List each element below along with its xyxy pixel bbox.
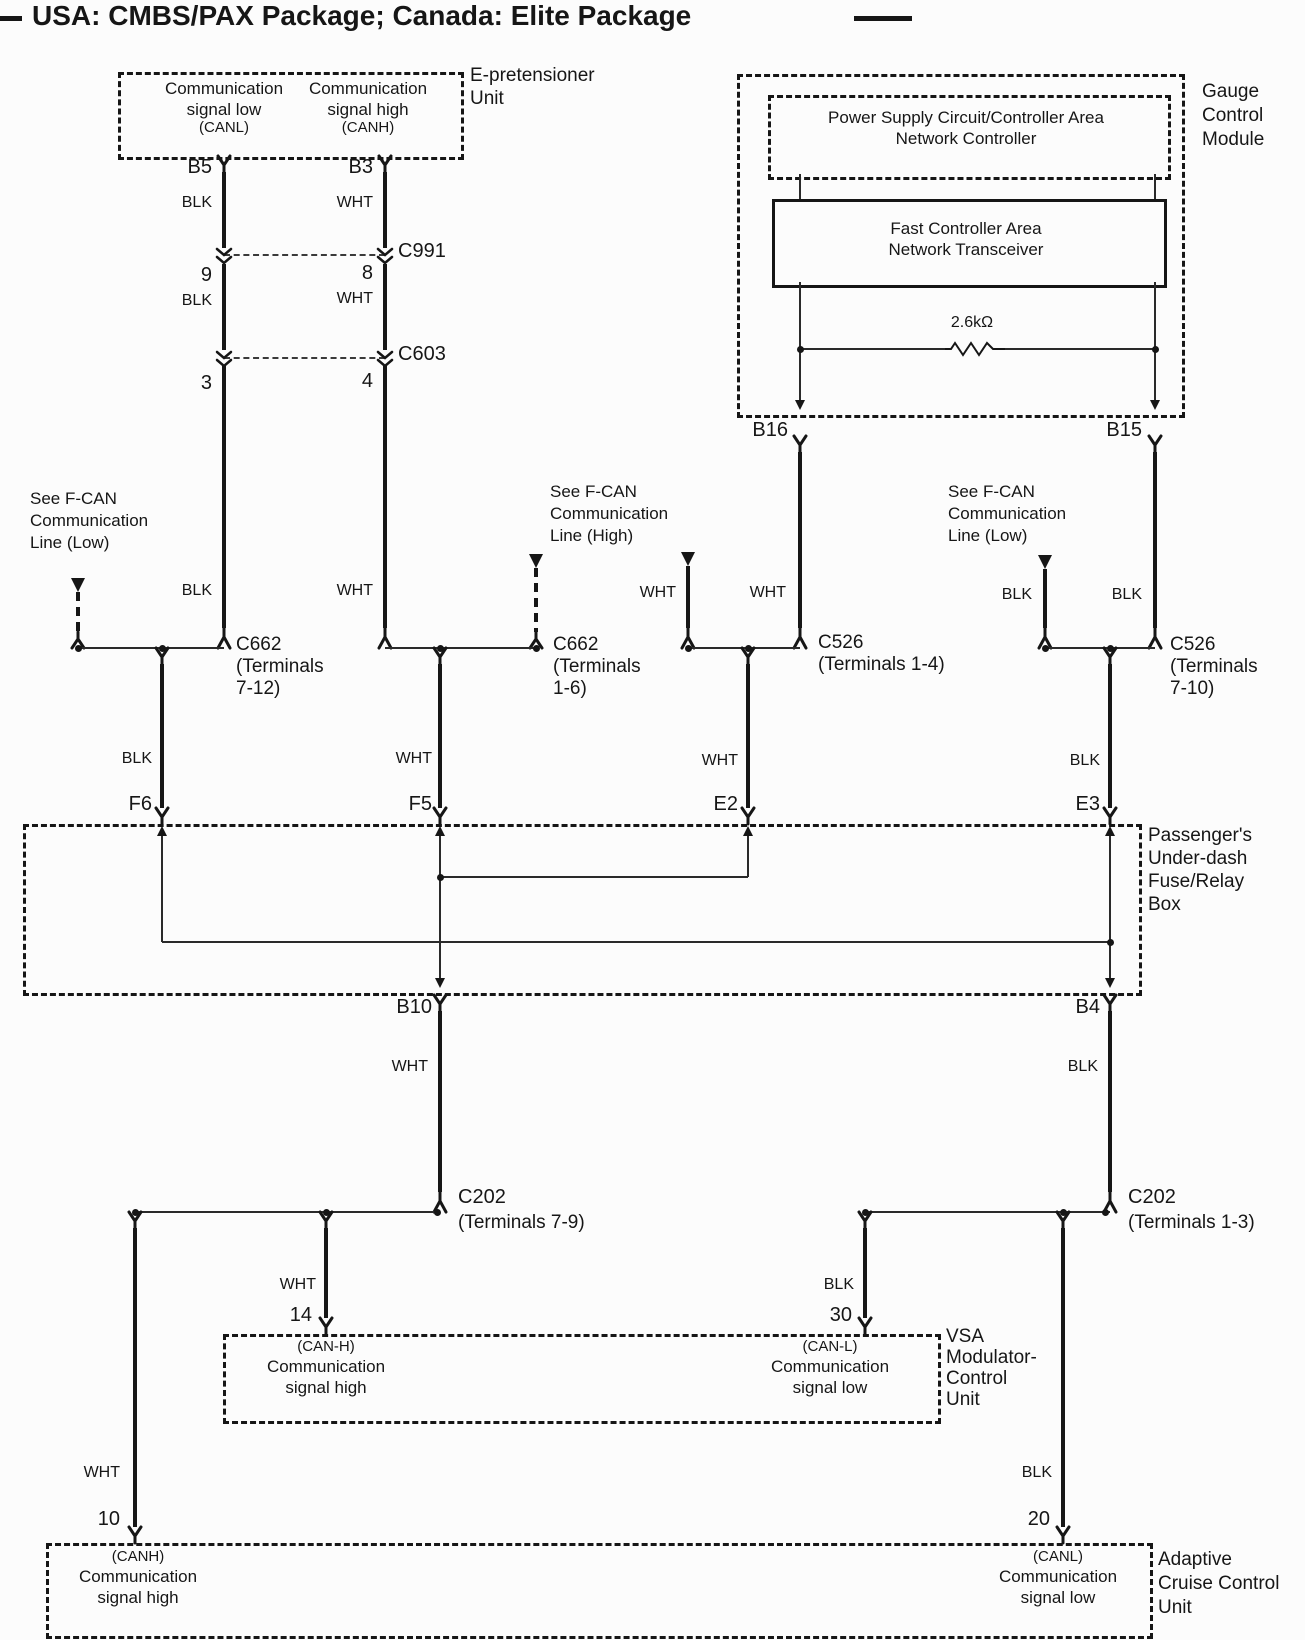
wire-color-blk-8: BLK	[1067, 1058, 1098, 1075]
pin-20-connector	[1055, 1527, 1071, 1543]
fcan-high-arrowhead	[529, 554, 543, 568]
junction-fuse-low	[1107, 939, 1114, 946]
fcan-low-left-arrowhead	[71, 578, 85, 592]
pin-e3-connector	[1102, 808, 1118, 824]
can-transceiver-label	[889, 218, 1044, 260]
fuse-relay-box-label-line-1: Under-dash	[1148, 848, 1248, 869]
junction-c526l-a	[685, 645, 692, 652]
pin-b10-label: B10	[396, 996, 432, 1018]
title-rule-left	[0, 16, 22, 21]
branch-acc10-top	[127, 1212, 143, 1228]
fuse-internal-low-bus	[162, 941, 1110, 943]
title-rule-right	[854, 16, 912, 21]
vsa-canl-label-line-0: Communication	[770, 1357, 890, 1376]
vsa-canh-label	[267, 1356, 385, 1398]
canh-signal-label-line-1: signal high	[327, 100, 409, 119]
fcan-low-solid-arrowhead	[1038, 555, 1052, 569]
wire-e3-blk	[1108, 664, 1112, 808]
branch-vsa30-top	[857, 1212, 873, 1228]
connector-c662-right-line	[385, 647, 536, 649]
wire-b4-blk	[1108, 1011, 1112, 1192]
pin-b4-connector	[1102, 995, 1118, 1011]
wire-canh-wht-1	[383, 172, 387, 248]
wire-f6-blk	[160, 664, 164, 808]
see-fcan-low-right-note	[948, 481, 1066, 547]
vsa-unit-label-line-3: Unit	[946, 1389, 980, 1410]
acc-canl-abbrev: (CANL)	[1032, 1548, 1084, 1565]
pin-f5-connector	[432, 808, 448, 824]
junction-c202r-c	[1102, 1209, 1109, 1216]
pin-14-connector	[318, 1318, 334, 1334]
see-fcan-low-right-note-line-1: Communication	[948, 504, 1067, 523]
pin-30-connector	[857, 1318, 873, 1334]
e-pretensioner-unit-label-line-0: E-pretensioner	[470, 65, 595, 86]
fuse-internal-high-bus	[440, 876, 748, 878]
fuse-internal-f5-drop	[439, 836, 441, 978]
acc-unit-label-line-1: Cruise Control	[1158, 1573, 1280, 1594]
branch-e2-top	[740, 648, 756, 664]
acc-unit-label-line-0: Adaptive	[1158, 1549, 1232, 1570]
connector-c662-left-line	[78, 647, 224, 649]
branch-f6-top	[154, 648, 170, 664]
connector-c202-left-label: C202	[458, 1186, 506, 1208]
branch-acc20-top	[1055, 1212, 1071, 1228]
can-controller-label-line-0: Power Supply Circuit/Controller Area	[828, 108, 1104, 127]
acc-canl-label	[999, 1566, 1117, 1608]
vsa-canl-abbrev: (CAN-L)	[802, 1338, 858, 1355]
connector-c526-left-label-line-0: C526	[818, 632, 864, 653]
canh-abbrev: (CANH)	[341, 119, 395, 136]
see-fcan-low-right-note-line-2: Line (Low)	[948, 526, 1028, 545]
connector-c202-right-terminals: (Terminals 1-3)	[1128, 1212, 1255, 1233]
pin-8-label: 8	[361, 262, 373, 284]
vsa-unit-label-line-2: Control	[946, 1368, 1008, 1389]
wire-vsa14-wht	[324, 1228, 328, 1318]
see-fcan-high-note-line-1: Communication	[550, 504, 669, 523]
resistor-line-left	[800, 348, 945, 350]
pin-b4-label: B4	[1075, 996, 1100, 1018]
wire-canl-blk-3	[222, 366, 226, 628]
vsa-canl-label-line-1: signal low	[792, 1378, 868, 1397]
canl-signal-label-line-1: signal low	[186, 100, 262, 119]
connector-c603-right	[376, 351, 394, 367]
c662-right-wire-end	[377, 628, 393, 648]
connector-c662-left-label-line-2: 7-12)	[236, 678, 281, 699]
pin-b3-label: B3	[348, 156, 373, 178]
junction-resistor-right	[1152, 346, 1159, 353]
resistor-line-right	[1005, 348, 1155, 350]
pin-f6-connector	[154, 808, 170, 824]
gauge-stub-right-3	[1154, 349, 1156, 400]
vsa-unit-label-line-0: VSA	[946, 1326, 985, 1347]
see-fcan-low-left-note-line-2: Line (Low)	[30, 533, 110, 552]
fuse-internal-e3-drop	[1109, 836, 1111, 978]
wire-color-blk-6: BLK	[121, 750, 152, 767]
fuse-arrow-b10	[435, 978, 445, 988]
fuse-internal-f6-drop	[161, 836, 163, 942]
wire-b15-blk	[1153, 452, 1157, 628]
acc-canh-label-line-1: signal high	[97, 1588, 179, 1607]
connector-c662-right-label-line-0: C662	[553, 634, 599, 655]
junction-c662r-b	[533, 645, 540, 652]
wire-color-wht-7: WHT	[701, 752, 738, 769]
gauge-stub-left-1	[799, 174, 801, 199]
connector-c526-left-label	[818, 632, 945, 676]
connector-c202-right-label: C202	[1128, 1186, 1176, 1208]
junction-c662l-a	[75, 645, 82, 652]
fcan-low-left-dashed-wire	[76, 592, 80, 632]
pin-f6-label: F6	[128, 793, 152, 815]
connector-c991-line	[224, 254, 385, 256]
pin-30-label: 30	[829, 1304, 852, 1326]
gauge-stub-right-2	[1154, 282, 1156, 349]
e-pretensioner-unit-label	[470, 64, 595, 110]
canl-abbrev: (CANL)	[198, 119, 250, 136]
gauge-stub-left-2	[799, 282, 801, 349]
pin-b5-label: B5	[187, 156, 212, 178]
wire-color-blk-1: BLK	[181, 194, 212, 211]
connector-c662-right-label	[553, 634, 641, 700]
vsa-canh-label-line-1: signal high	[285, 1378, 367, 1397]
wire-b10-wht	[438, 1011, 442, 1192]
vsa-unit-label	[946, 1326, 1037, 1410]
fuse-internal-e2-rise	[747, 836, 749, 877]
acc-canh-abbrev: (CANH)	[111, 1548, 165, 1565]
acc-canh-label	[79, 1566, 197, 1608]
c526-b15-wire-end	[1147, 628, 1163, 648]
canl-signal-label-line-0: Communication	[164, 79, 284, 98]
canh-signal-label	[309, 78, 427, 120]
pin-b16-label: B16	[752, 419, 788, 441]
fcan-high-dashed-wire	[534, 568, 538, 632]
connector-c526-right-label	[1170, 634, 1258, 700]
connector-c662-left-label-line-0: C662	[236, 634, 282, 655]
pin-b10-connector	[432, 995, 448, 1011]
junction-fuse-high	[437, 874, 444, 881]
page-title: USA: CMBS/PAX Package; Canada: Elite Package	[32, 0, 692, 31]
gauge-exit-arrow-left	[795, 400, 805, 410]
pin-9-label: 9	[200, 264, 212, 286]
connector-c662-right-label-line-2: 1-6)	[553, 678, 587, 699]
connector-c526-right-line	[1045, 647, 1155, 649]
wire-color-wht-1: WHT	[336, 194, 373, 211]
can-transceiver-label-line-0: Fast Controller Area	[890, 219, 1042, 238]
wire-acc10-wht	[133, 1228, 137, 1527]
wire-color-wht-8: WHT	[391, 1058, 428, 1075]
wire-color-blk-3: BLK	[181, 582, 212, 599]
acc-canh-label-line-0: Communication	[78, 1567, 198, 1586]
can-controller-label-line-1: Network Controller	[895, 129, 1037, 148]
pin-b5-connector	[216, 156, 232, 172]
wire-color-blk-7: BLK	[1069, 752, 1100, 769]
branch-e3-top	[1102, 648, 1118, 664]
wire-color-wht-9: WHT	[279, 1276, 316, 1293]
fuse-arrow-e2	[743, 826, 753, 836]
fuse-arrow-e3	[1105, 826, 1115, 836]
pin-4-label: 4	[361, 370, 373, 392]
pin-e3-label: E3	[1075, 793, 1100, 815]
connector-c662-right-label-line-1: (Terminals	[553, 656, 641, 677]
vsa-unit-label-line-1: Modulator-	[946, 1347, 1037, 1368]
junction-resistor-left	[797, 346, 804, 353]
fuse-relay-box-label-line-3: Box	[1148, 894, 1181, 915]
pin-20-label: 20	[1027, 1508, 1050, 1530]
wire-color-wht-6: WHT	[395, 750, 432, 767]
fuse-relay-box-label-line-0: Passenger's	[1148, 825, 1252, 846]
wire-color-blk-9: BLK	[823, 1276, 854, 1293]
can-controller-label	[828, 107, 1104, 149]
junction-c526r-a	[1042, 645, 1049, 652]
branch-vsa14-top	[318, 1212, 334, 1228]
connector-c991-right	[376, 248, 394, 264]
acc-unit-label	[1158, 1548, 1279, 1620]
acc-unit-label-line-2: Unit	[1158, 1597, 1192, 1618]
vsa-canh-label-line-0: Communication	[266, 1357, 386, 1376]
pin-10-connector	[127, 1527, 143, 1543]
fuse-relay-box	[23, 824, 1142, 996]
see-fcan-high-note	[550, 481, 668, 547]
pin-b15-connector	[1147, 436, 1163, 452]
pin-b15-label: B15	[1106, 419, 1142, 441]
connector-c526-left-label-line-1: (Terminals 1-4)	[818, 654, 945, 675]
wire-fcan-high-wht	[686, 566, 690, 628]
wire-fcan-low-blk	[1043, 569, 1047, 628]
connector-c603-label: C603	[398, 343, 446, 365]
pin-e2-connector	[740, 808, 756, 824]
connector-c991-label: C991	[398, 240, 446, 262]
see-fcan-high-note-line-0: See F-CAN	[550, 482, 637, 501]
canh-signal-label-line-0: Communication	[308, 79, 428, 98]
pin-f5-label: F5	[408, 793, 432, 815]
wire-color-blk-10: BLK	[1021, 1464, 1052, 1481]
gauge-control-module-label-line-1: Control	[1202, 105, 1264, 126]
pin-10-label: 10	[97, 1508, 120, 1530]
gauge-control-module-label	[1202, 80, 1264, 152]
junction-c202l-c	[434, 1209, 441, 1216]
can-transceiver-label-line-1: Network Transceiver	[888, 240, 1044, 259]
see-fcan-low-right-note-line-0: See F-CAN	[948, 482, 1035, 501]
fcan-high-solid-arrowhead	[681, 552, 695, 566]
acc-box	[46, 1543, 1153, 1639]
pin-14-label: 14	[289, 1304, 312, 1326]
wire-color-blk-2: BLK	[181, 292, 212, 309]
wire-canl-blk-1	[222, 172, 226, 248]
connector-c202-left-terminals: (Terminals 7-9)	[458, 1212, 585, 1233]
fuse-arrow-f5	[435, 826, 445, 836]
c526-b16-wire-end	[792, 628, 808, 648]
vsa-canl-label	[771, 1356, 889, 1398]
connector-c526-right-label-line-1: (Terminals	[1170, 656, 1258, 677]
see-fcan-high-note-line-2: Line (High)	[550, 526, 634, 545]
wire-color-blk-5: BLK	[1111, 586, 1142, 603]
c662-left-wire-end	[216, 628, 232, 648]
see-fcan-low-left-note-line-0: See F-CAN	[30, 489, 117, 508]
wire-color-wht-10: WHT	[83, 1464, 120, 1481]
gauge-stub-right-1	[1154, 174, 1156, 199]
wire-color-blk-4: BLK	[1001, 586, 1032, 603]
wire-canh-wht-2	[383, 264, 387, 350]
gauge-control-module-label-line-0: Gauge	[1202, 81, 1260, 102]
connector-c526-right-label-line-0: C526	[1170, 634, 1216, 655]
wire-f5-wht	[438, 664, 442, 808]
connector-c603-left	[215, 351, 233, 367]
gauge-stub-left-3	[799, 349, 801, 400]
vsa-canh-abbrev: (CAN-H)	[297, 1338, 355, 1355]
wire-canh-wht-3	[383, 366, 387, 628]
wire-canl-blk-2	[222, 264, 226, 350]
wire-b16-wht	[798, 452, 802, 628]
connector-c662-left-label-line-1: (Terminals	[236, 656, 324, 677]
resistor-symbol	[945, 342, 1005, 358]
connector-c603-line	[224, 357, 385, 359]
wire-acc20-blk	[1061, 1228, 1065, 1527]
gauge-control-module-label-line-2: Module	[1202, 129, 1265, 150]
gauge-exit-arrow-right	[1150, 400, 1160, 410]
connector-c662-left-label	[236, 634, 324, 700]
resistor-value-label: 2.6kΩ	[950, 314, 994, 331]
wire-color-wht-2: WHT	[336, 290, 373, 307]
pin-b3-connector	[377, 156, 393, 172]
acc-canl-label-line-1: signal low	[1020, 1588, 1096, 1607]
pin-3-label: 3	[200, 372, 212, 394]
fuse-relay-box-label	[1148, 824, 1252, 916]
wire-color-wht-5: WHT	[749, 584, 786, 601]
e-pretensioner-unit-label-line-1: Unit	[470, 88, 504, 109]
see-fcan-low-left-note	[30, 488, 148, 554]
connector-c202-right-line	[865, 1211, 1110, 1213]
canl-signal-label	[165, 78, 283, 120]
fuse-arrow-f6	[157, 826, 167, 836]
wire-vsa30-blk	[863, 1228, 867, 1318]
connector-c526-right-label-line-2: 7-10)	[1170, 678, 1215, 699]
pin-e2-label: E2	[713, 793, 738, 815]
wire-e2-wht	[746, 664, 750, 808]
wire-color-wht-3: WHT	[336, 582, 373, 599]
branch-f5-top	[432, 648, 448, 664]
acc-canl-label-line-0: Communication	[998, 1567, 1118, 1586]
pin-b16-connector	[792, 436, 808, 452]
connector-c202-left-line	[135, 1211, 440, 1213]
connector-c991-left	[215, 248, 233, 264]
fuse-arrow-b4	[1105, 978, 1115, 988]
fuse-relay-box-label-line-2: Fuse/Relay	[1148, 871, 1245, 892]
wire-color-wht-4: WHT	[639, 584, 676, 601]
see-fcan-low-left-note-line-1: Communication	[30, 511, 149, 530]
